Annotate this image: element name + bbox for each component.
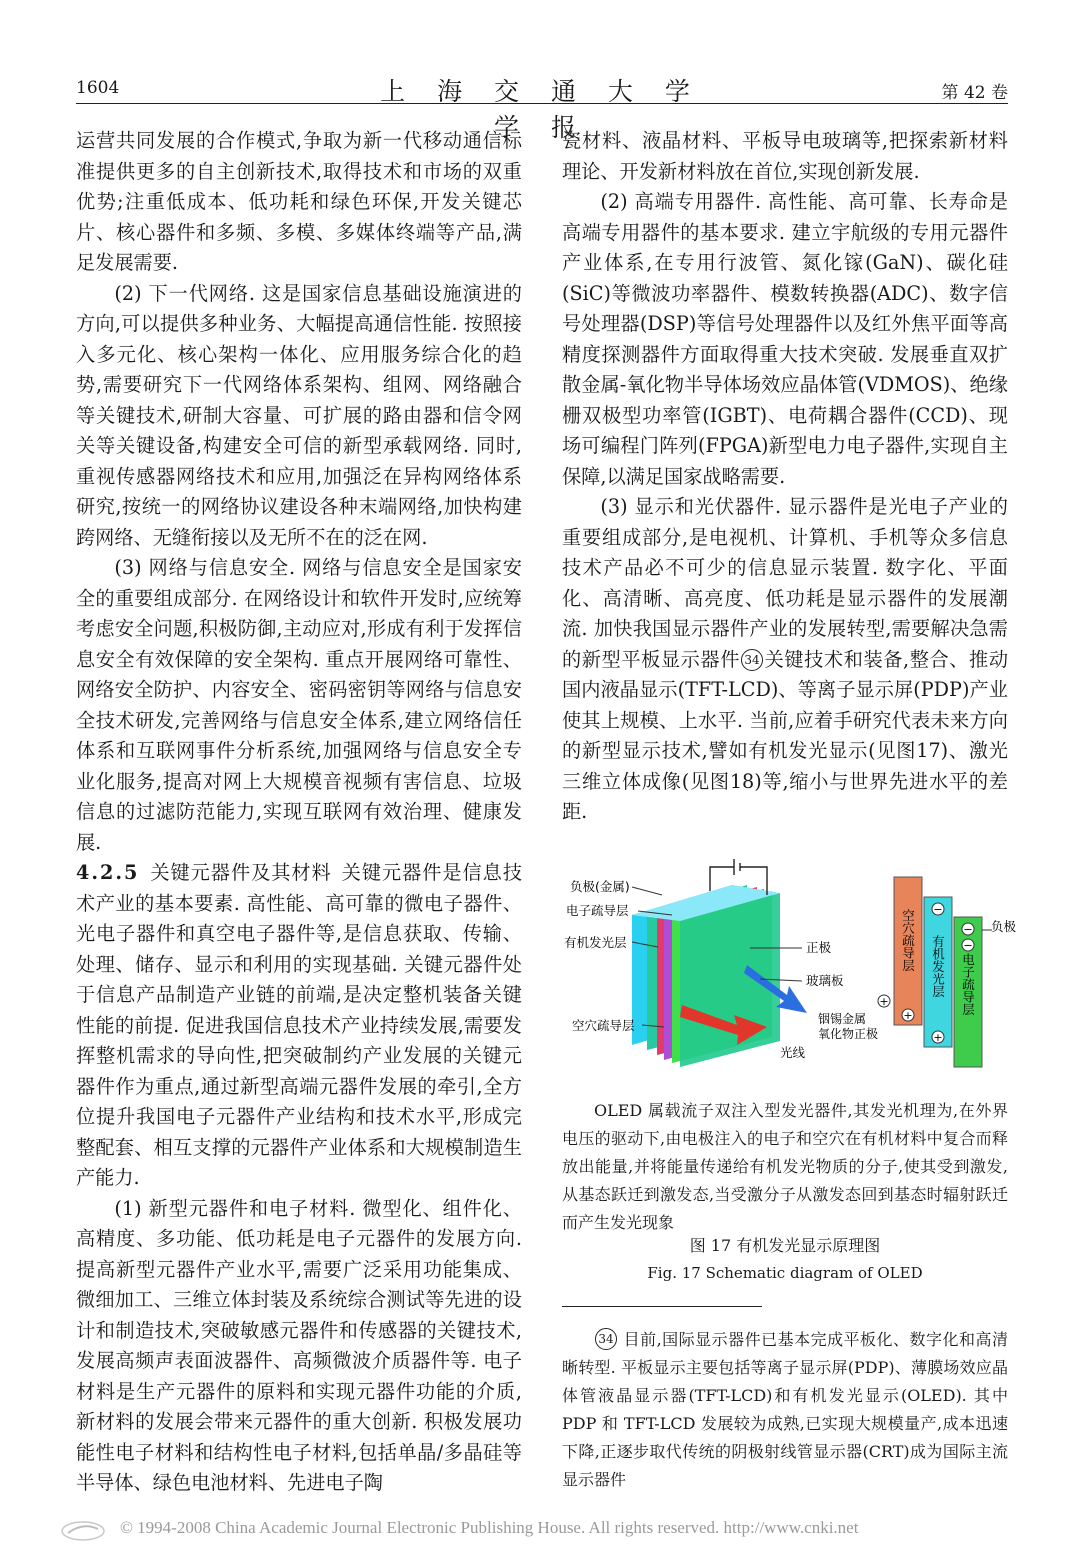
paragraph: (1) 新型元器件和电子材料. 微型化、组件化、高精度、多功能、低功耗是电子元器件的发展方向. 提高新型元器件产业水平,需要广泛采用功能集成、微细加工、三维立体封装及系统综合测试等先进的设计和制造技术,突破敏感元器件和传感器的关键技术,发展高频声表面波器件、高频微波介质器件等. 电子材料是生产元器件的原料和实现元器件功能的介质,新材料的发展会带来元器件的重大创新. 积极发展功能性电子材料和结构性电子材料,包括单晶/多晶硅等半导体、绿色电池材料、先进电子陶 (76, 1196, 522, 1494)
left-column (76, 126, 522, 1499)
right-column (562, 126, 1008, 828)
plus-icon: + (933, 1031, 943, 1044)
minus-icon: − (963, 923, 973, 936)
section-text: 关键元器件是信息技术产业的基本要素. 高性能、高可靠的微电子器件、光电子器件和真空电子器件等,是信息获取、传输、处理、储存、显示和利用的实现基础. 关键元器件处于信息产品制造产业链的前端,是决定整机装备关键性能的前提. 促进我国信息技术产业持续发展,需要发挥整机需求的导向性,把突破制约产业发展的关键元器件作为重点,通过新型高端元器件发展的牵引,全方位提升我国电子元器件产业结构和技术水平,形成完整配套、相互支撑的元器件产业体系和大规模制造生产能力. (76, 861, 523, 1189)
bar-organic-label: 有机发光层 (930, 935, 946, 998)
footnote-marker[interactable]: 34 (741, 649, 763, 671)
label-anode: 正极 (806, 940, 832, 955)
page-footer (60, 1518, 960, 1548)
plus-icon: + (903, 1009, 913, 1022)
volume-label: 第 42 卷 (941, 83, 1008, 103)
label-light: 光线 (780, 1045, 806, 1060)
footnote-rule (562, 1306, 762, 1307)
label-electron-transport: 电子疏导层 (566, 903, 629, 918)
energy-bars (878, 877, 1017, 1067)
cnki-logo-icon (60, 1520, 106, 1542)
caption-text: OLED 属载流子双注入型发光器件,其发光机理为,在外界电压的驱动下,由电极注入的电子和空穴在有机材料中复合而释放出能量,并将能量传递给有机发光物质的分子,使其受到激发,从基态跃迁到激发态,当受激分子从激发态回到基态时辐射跃迁而产生发光现象 (562, 1101, 1008, 1232)
paragraph: 运营共同发展的合作模式,争取为新一代移动通信标准提供更多的自主创新技术,取得技术和市场的双重优势;注重低成本、低功耗和绿色环保,开发关键芯片、核心器件和多频、多模、多媒体终端等产品,满足发展需要. (76, 129, 522, 274)
paragraph-text: (3) 显示和光伏器件. 显示器件是光电子产业的重要组成部分,是电视机、计算机、手机等众多信息技术产品必不可少的信息显示装置. 数字化、平面化、高清晰、高亮度、低功耗是显示器件的发展潮流. 加快我国显示器件产业的发展转型,需要解决急需的新型平板显示器件 (562, 495, 1008, 671)
label-negative: 负极 (991, 919, 1017, 934)
label-glass: 玻璃板 (806, 973, 844, 988)
header-rule (76, 103, 1008, 104)
footnote (562, 1326, 1008, 1494)
paragraph: (3) 网络与信息安全. 网络与信息安全是国家安全的重要组成部分. 在网络设计和软件开发时,应统筹考虑安全问题,积极防御,主动应对,形成有利于发挥信息安全有效保障的安全架构. 重点开展网络可靠性、网络安全防护、内容安全、密码密钥等网络与信息安全技术研发,完善网络与信息安全体系,建立网络信任体系和互联网事件分析系统,加强网络与信息安全专业化服务,提高对网上大规模音视频有害信息、垃圾信息的过滤防范能力,实现互联网有效治理、健康发展. (76, 556, 522, 854)
bar-electron-label: 电子疏导层 (960, 953, 976, 1016)
footnote-body: 目前,国际显示器件已基本完成平板化、数字化和高清晰转型. 平板显示主要包括等离子显示屏(PDP)、薄膜场效应晶体管液晶显示器(TFT-LCD)和有机发光显示(OLED). 其中 PDP 和 TFT-LCD 发展较为成熟,已实现大规模量产,成本迅速下降,正逐步取代传统的阴极射线管显示器(CRT)成为国际主流显示器件 (562, 1330, 1008, 1489)
figure-title-cn: 图 17 有机发光显示原理图 (689, 1236, 881, 1255)
footnote-number: 34 (595, 1328, 617, 1350)
label-ito-1: 铟锡金属 (818, 1012, 867, 1026)
paragraph: (2) 高端专用器件. 高性能、高可靠、长寿命是高端专用器件的基本要求. 建立宇航级的专用元器件产业体系,在专用行波管、氮化镓(GaN)、碳化硅(SiC)等微波功率器件、模数转换器(ADC)、数字信号处理器(DSP)等信号处理器件以及红外焦平面等高精度探测器件方面取得重大技术突破. 发展垂直双扩散金属-氧化物半导体场效应晶体管(VDMOS)、绝缘栅双极型功率管(IGBT)、电荷耦合器件(CCD)、现场可编程门阵列(FPGA)新型电力电子器件,实现自主保障,以满足国家战略需要. (562, 190, 1008, 488)
paragraph-text: 关键技术和装备,整合、推动国内液晶显示(TFT-LCD)、等离子显示屏(PDP)产业使其上规模、上水平. 当前,应着手研究代表未来方向的新型显示技术,譬如有机发光显示(见图17)、激光三维立体成像(见图18)等,缩小与世界先进水平的差距. (562, 647, 1009, 823)
plus-icon: + (879, 995, 889, 1008)
label-ito-2: 氧化物正极 (818, 1027, 879, 1041)
section-title: 关键元器件及其材料 (149, 861, 332, 884)
section-paragraph (76, 858, 522, 1194)
label-organic-emitting: 有机发光层 (564, 935, 627, 950)
paragraph: 瓷材料、液晶材料、平板导电玻璃等,把探索新材料理论、开发新材料放在首位,实现创新发展. (562, 129, 1008, 183)
copyright-notice: © 1994-2008 China Academic Journal Electronic Publishing House. All rights reserved. http://www.cnki.net (120, 1518, 859, 1537)
oled-diagram (562, 855, 1017, 1095)
footnote-text (562, 1326, 1008, 1494)
oled-figure (562, 855, 1017, 1095)
section-number: 4.2.5 (76, 861, 140, 884)
journal-title: 上 海 交 通 大 学 学 报 (380, 77, 702, 142)
figure-caption (562, 1097, 1008, 1237)
label-hole-transport: 空穴疏导层 (572, 1018, 635, 1033)
minus-icon: − (963, 939, 973, 952)
page-number: 1604 (76, 78, 120, 98)
paragraph (562, 492, 1008, 828)
label-cathode: 负极(金属) (570, 879, 630, 894)
figure-title-en: Fig. 17 Schematic diagram of OLED (647, 1264, 923, 1282)
bar-hole-label: 空穴疏导层 (900, 909, 916, 972)
minus-icon: − (933, 903, 943, 916)
paragraph: (2) 下一代网络. 这是国家信息基础设施演进的方向,可以提供多种业务、大幅提高通信性能. 按照接入多元化、核心架构一体化、应用服务综合化的趋势,需要研究下一代网络体系架构、组网、网络融合等关键技术,研制大容量、可扩展的路由器和信令网关等关键设备,构建安全可信的新型承载网络. 同时,重视传感器网络技术和应用,加强泛在异构网络体系研究,按统一的网络协议建设各种末端网络,加快构建跨网络、无缝衔接以及无所不在的泛在网. (76, 281, 522, 549)
